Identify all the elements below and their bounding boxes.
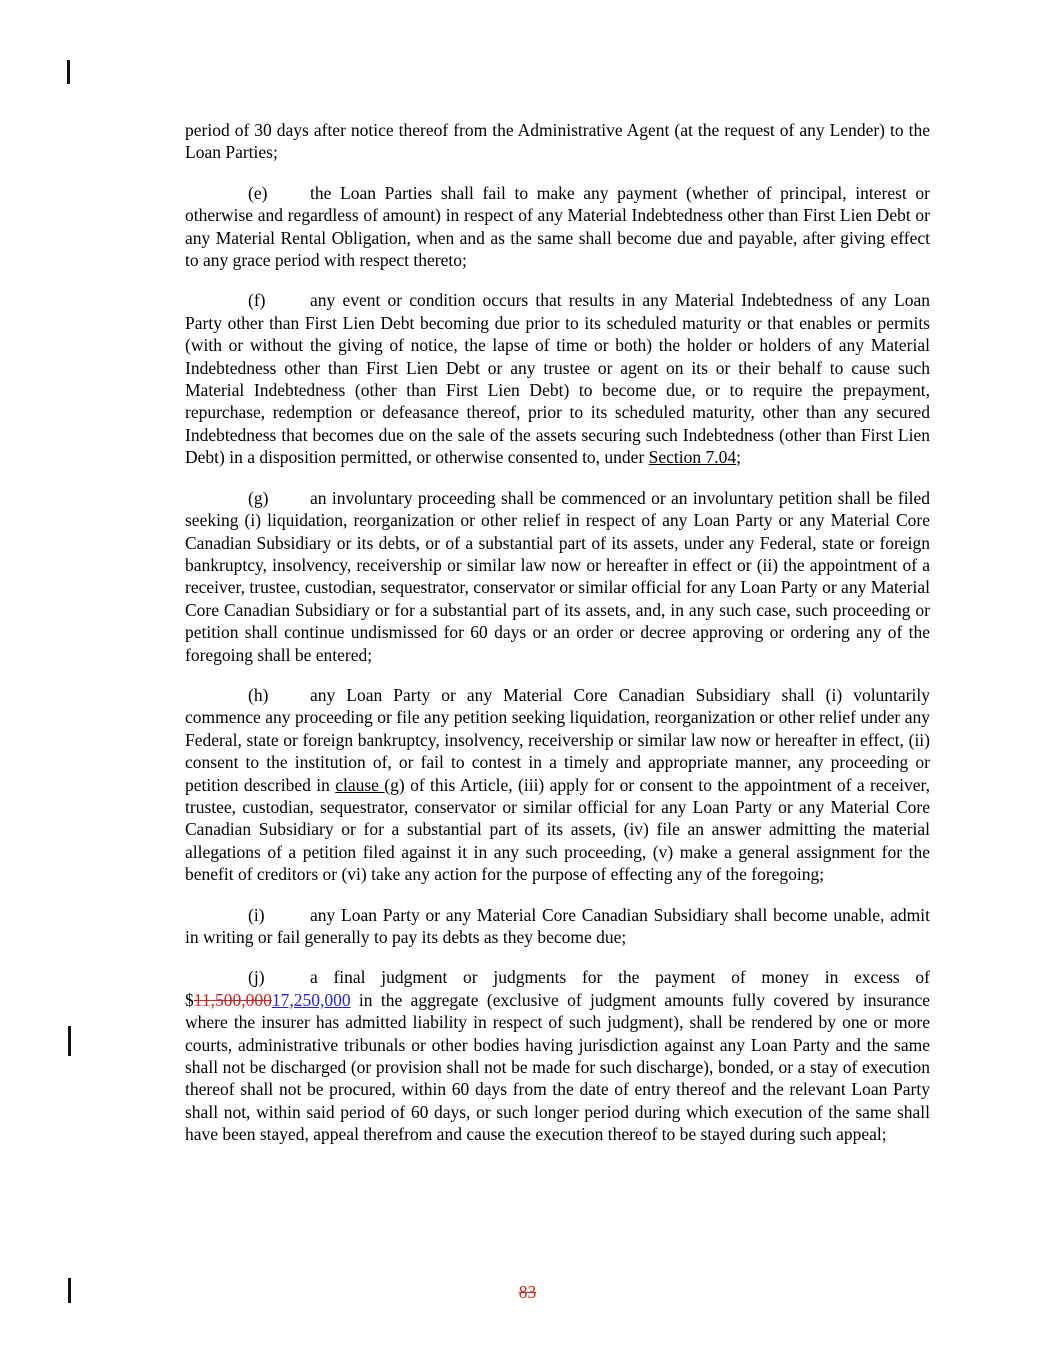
change-bar-icon: [67, 60, 70, 84]
para-i: [185, 904, 930, 949]
para-f: [185, 289, 930, 468]
clause-marker: (j): [248, 967, 265, 988]
para-g: [185, 487, 930, 666]
text-segment-normal: an involuntary proceeding shall be commenced or an involuntary petition shall be filed seeking (i) liquidation, reorganization or other relief in respect of any Loan Party or any Material Core Canadian Subsidiary or its debts, or of a substantial part of its assets, under any Federal, state or foreign bankruptcy, insolvency, receivership or similar law now or hereafter in effect or (ii) the appointment of a receiver, trustee, custodian, sequestrator, conservator or similar official for any Loan Party or any Material Core Canadian Subsidiary or for a substantial part of its assets, and, in any such case, such proceeding or petition shall continue undismissed for 60 days or an order or decree approving or ordering any of the foregoing shall be entered;: [185, 487, 930, 665]
text-segment-underline: clause (g): [335, 774, 405, 795]
text-segment-underline: Section 7.04: [648, 447, 737, 468]
text-segment-normal: a final judgment or judgments for the payment of money in excess of $: [185, 967, 930, 1010]
clause-marker: (f): [248, 290, 266, 311]
page-number: 83: [518, 1282, 537, 1302]
clause-marker: (e): [248, 182, 268, 203]
text-segment-normal: of this Article, (iii) apply for or consent to the appointment of a receiver, trustee, custodian, sequestrator, conservator or similar official for any Loan Party or any Material Core Canadian Subsidiary or for a substantial part of its assets, (iv) file an answer admitting the material allegations of a petition filed against it in any such proceeding, (v) make a general assignment for the benefit of creditors or (vi) take any action for the purpose of effecting any of the foregoing;: [185, 774, 930, 885]
clause-marker: (g): [248, 487, 269, 508]
text-segment-normal: the Loan Parties shall fail to make any payment (whether of principal, interest or otherwise and regardless of amount) in respect of any Material Indebtedness other than First Lien Debt or any Material Rental Obligation, when and as the same shall become due and payable, after giving effect to any grace period with respect thereto;: [185, 182, 930, 271]
clause-marker: (h): [248, 684, 269, 705]
text-segment-normal: any Loan Party or any Material Core Canadian Subsidiary shall (i) voluntarily commence any proceeding or file any petition seeking liquidation, reorganization or other relief under any Federal, state or foreign bankruptcy, insolvency, receivership or similar law now or hereafter in effect, (ii) consent to the institution of, or fail to contest in a timely and appropriate manner, any proceeding or petition described in: [185, 684, 930, 795]
document-text-column: [185, 119, 930, 1164]
text-segment-normal: any Loan Party or any Material Core Canadian Subsidiary shall become unable, admit in writing or fail generally to pay its debts as they become due;: [185, 904, 930, 947]
text-segment-normal: period of 30 days after notice thereof from the Administrative Agent (at the request of any Lender) to the Loan Parties;: [185, 120, 930, 163]
text-segment-normal: in the aggregate (exclusive of judgment amounts fully covered by insurance where the insurer has admitted liability in respect of such judgment), shall be rendered by one or more courts, administrative tribunals or other bodies having jurisdiction against any Loan Party and the same shall not be discharged (or provision shall not be made for such discharge), bonded, or a stay of execution thereof shall not be procured, within 60 days from the date of entry thereof and the relevant Loan Party shall not, within said period of 60 days, or such longer period during which execution of the same shall have been stayed, appeal therefrom and cause the execution thereof to be stayed during such appeal;: [185, 989, 930, 1145]
para-e: [185, 182, 930, 272]
text-segment-normal: any event or condition occurs that results in any Material Indebtedness of any Loan Party other than First Lien Debt becoming due prior to its scheduled maturity or that enables or permits (with or without the giving of notice, the lapse of time or both) the holder or holders of any Material Indebtedness other than First Lien Debt or any trustee or agent on its or their behalf to cause such Material Indebtedness (other than First Lien Debt) to become due, or to require the prepayment, repurchase, redemption or defeasance thereof, prior to its scheduled maturity, other than any secured Indebtedness that becomes due on the sale of the assets securing such Indebtedness (other than First Lien Debt) in a disposition permitted, or otherwise consented to, under: [185, 290, 930, 468]
text-segment-deleted: 11,500,000: [193, 989, 272, 1010]
change-bar-icon: [68, 1026, 71, 1056]
para-h: [185, 684, 930, 886]
text-segment-inserted: 17,250,000: [271, 989, 351, 1010]
clause-marker: (i): [248, 904, 265, 925]
para-continuation: [185, 119, 930, 164]
page-footer: [0, 1281, 1055, 1303]
para-j: [185, 966, 930, 1145]
text-segment-normal: ;: [736, 447, 742, 468]
